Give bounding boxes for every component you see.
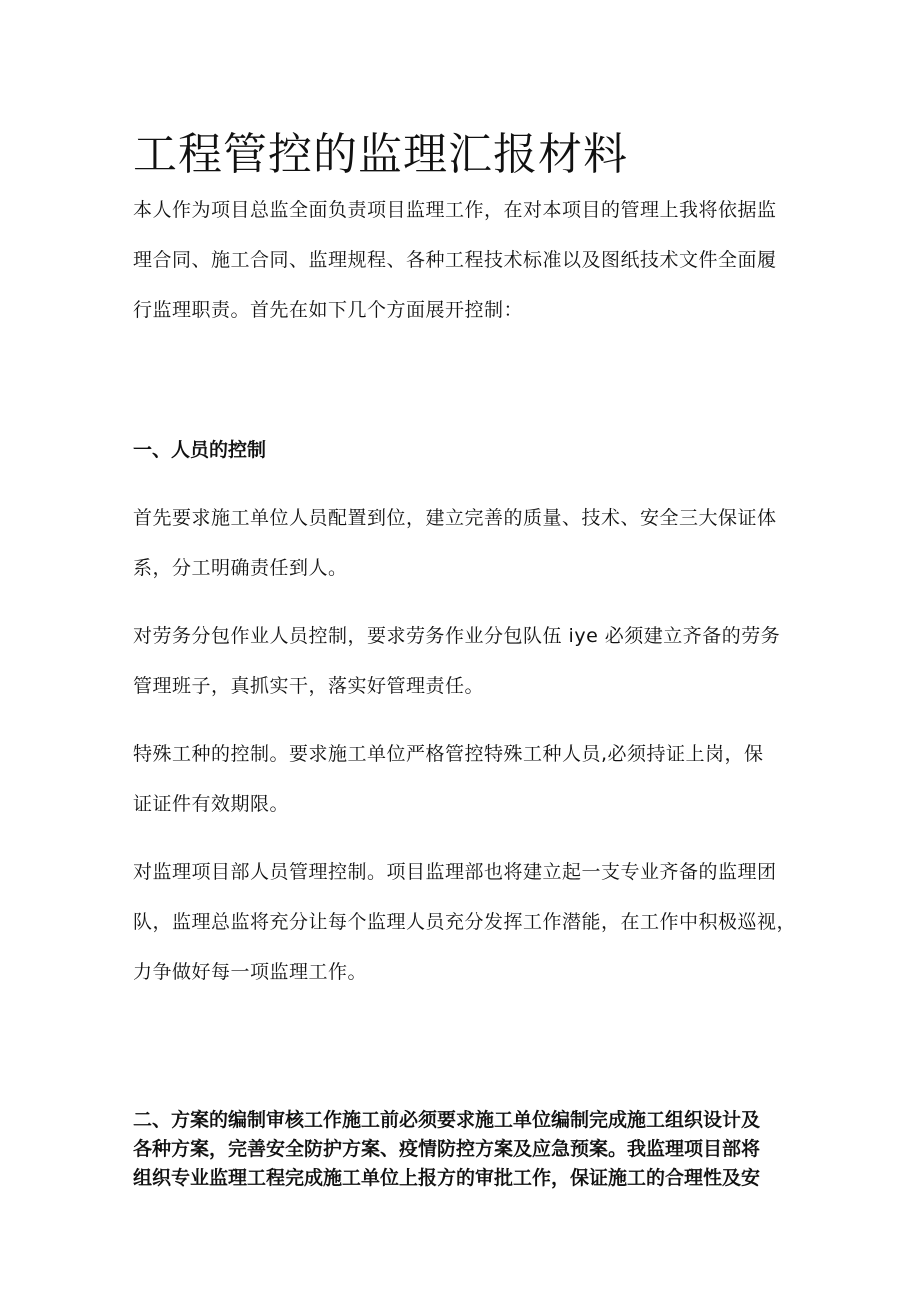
section-1-paragraph-1 <box>133 493 793 593</box>
section-2-heading-paragraph <box>133 1106 803 1193</box>
document-title: 工程管控的监理汇报材料 <box>133 129 628 180</box>
paragraph-line: 对劳务分包作业人员控制，要求劳务作业分包队伍 iye 必须建立齐备的劳务 <box>133 625 781 647</box>
paragraph-line: 首先要求施工单位人员配置到位，建立完善的质量、技术、安全三大保证体 <box>133 507 777 529</box>
intro-line: 本人作为项目总监全面负责项目监理工作，在对本项目的管理上我将依据监 <box>133 199 777 221</box>
section-1-paragraph-4 <box>133 847 797 997</box>
section-1-paragraph-2 <box>133 611 793 711</box>
section-2-line: 二、方案的编制审核工作施工前必须要求施工单位编制完成施工组织设计及 <box>133 1109 761 1131</box>
paragraph-line: 系，分工明确责任到人。 <box>133 557 348 579</box>
paragraph-line: 证证件有效期限。 <box>133 793 290 815</box>
intro-paragraph <box>133 185 793 335</box>
section-1-paragraph-3 <box>133 729 793 829</box>
section-2-line: 各种方案，完善安全防护方案、疫情防控方案及应急预案。我监理项目部将 <box>133 1138 761 1160</box>
paragraph-line: 特殊工种的控制。要求施工单位严格管控特殊工种人员,必须持证上岗，保 <box>133 743 764 765</box>
paragraph-line: 力争做好每一项监理工作。 <box>133 961 368 983</box>
section-1-heading: 一、人员的控制 <box>133 439 267 461</box>
paragraph-line: 队，监理总监将充分让每个监理人员充分发挥工作潜能，在工作中积极巡视， <box>133 911 797 933</box>
section-2-line: 组织专业监理工程完成施工单位上报方的审批工作，保证施工的合理性及安 <box>133 1167 761 1189</box>
paragraph-line: 对监理项目部人员管理控制。项目监理部也将建立起一支专业齐备的监理团 <box>133 861 777 883</box>
intro-line: 行监理职责。首先在如下几个方面展开控制： <box>133 299 524 321</box>
intro-line: 理合同、施工合同、监理规程、各种工程技术标准以及图纸技术文件全面履 <box>133 249 777 271</box>
paragraph-line: 管理班子，真抓实干，落实好管理责任。 <box>133 675 485 697</box>
